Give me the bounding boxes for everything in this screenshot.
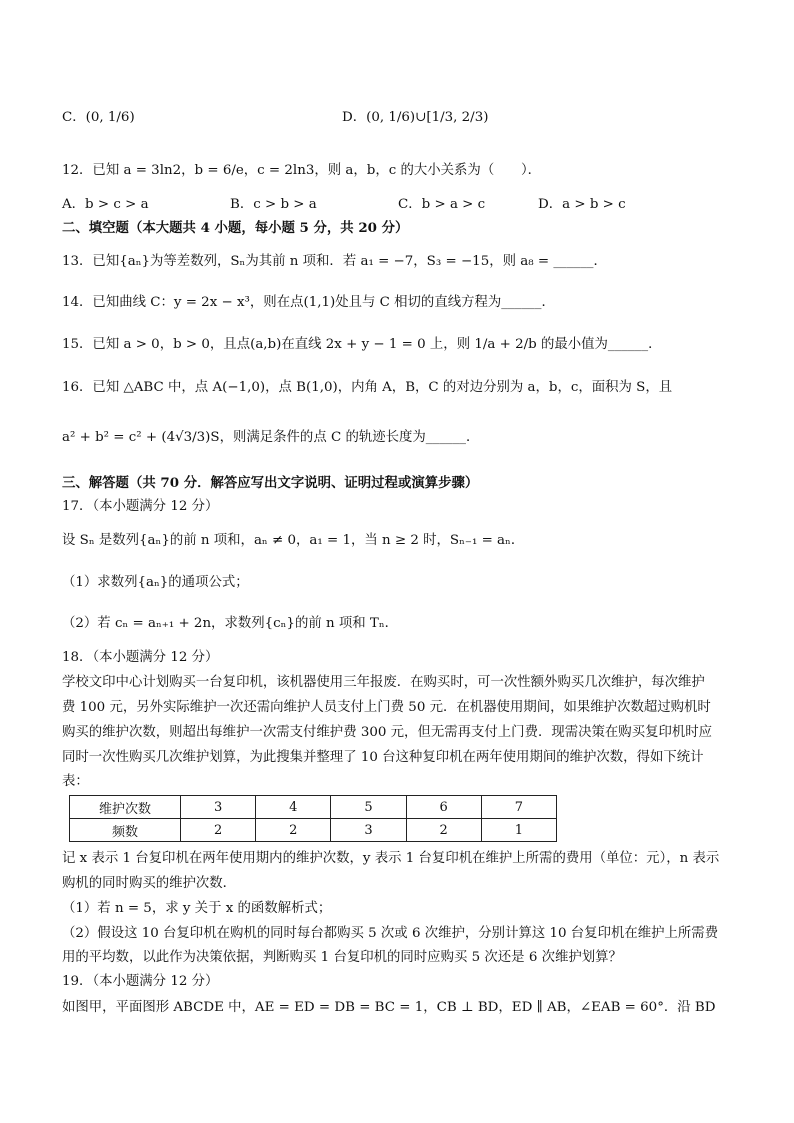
table-cell: 4 (256, 796, 331, 819)
question-17-part2: （2）若 cₙ = aₙ₊₁ + 2n，求数列{cₙ}的前 n 项和 Tₙ． (62, 616, 399, 631)
table-cell: 7 (481, 796, 556, 819)
question-15: 15．已知 a > 0，b > 0，且点(a,b)在直线 2x + y − 1 = 0 上，则 1/a + 2/b 的最小值为______． (62, 337, 662, 352)
question-18-para-line5: 表： (62, 774, 89, 789)
section-3-heading: 三、解答题（共 70 分．解答应写出文字说明、证明过程或演算步骤） (62, 475, 479, 491)
table-cell: 2 (181, 819, 256, 842)
q12-option-c: C．b > a > c (398, 197, 486, 212)
question-13: 13．已知{aₙ}为等差数列，Sₙ为其前 n 项和．若 a₁ = −7，S₃ = −15，则 a₈ = ______． (62, 254, 607, 269)
table-cell: 3 (181, 796, 256, 819)
table-cell: 3 (331, 819, 406, 842)
question-18-para-line4: 同时一次性购买几次维护划算，为此搜集并整理了 10 台这种复印机在两年使用期间的维护次数，得如下统计 (62, 750, 704, 765)
question-14: 14．已知曲线 C：y = 2x − x³，则在点(1,1)处且与 C 相切的直线方程为______． (62, 295, 555, 310)
question-18-note-line1: 记 x 表示 1 台复印机在两年使用期内的维护次数，y 表示 1 台复印机在维护上所需的费用（单位：元），n 表示 (62, 851, 720, 866)
table-cell: 1 (481, 819, 556, 842)
table-row (70, 819, 557, 842)
question-18-para-line3: 购买的维护次数，则超出每维护一次需支付维护费 300 元，但无需再支付上门费．现需决策在购买复印机时应 (62, 725, 713, 740)
table-cell: 频数 (70, 819, 181, 842)
table-cell: 5 (331, 796, 406, 819)
table-cell: 维护次数 (70, 796, 181, 819)
q12-option-b: B．c > b > a (230, 197, 317, 212)
question-18-part1: （1）若 n = 5，求 y 关于 x 的函数解析式； (62, 901, 332, 916)
question-12: 12．已知 a = 3ln2，b = 6/e，c = 2ln3，则 a，b，c 的大小关系为（ ）． (62, 163, 542, 178)
question-17-heading: 17．（本小题满分 12 分） (62, 499, 219, 514)
option-c-11: C．(0, 1/6) (62, 110, 135, 125)
q12-option-d: D．a > b > c (538, 197, 626, 212)
question-19-heading: 19．（本小题满分 12 分） (62, 974, 219, 989)
table-row (70, 796, 557, 819)
option-d-11: D．(0, 1/6)∪[1/3, 2/3) (342, 110, 489, 125)
question-18-note-line2: 购机的同时购买的维护次数． (62, 876, 237, 891)
question-18-heading: 18．（本小题满分 12 分） (62, 650, 219, 665)
question-18-part2-line2: 用的平均数，以此作为决策依据，判断购买 1 台复印机的同时应购买 5 次还是 6 次维护划算？ (62, 950, 622, 965)
q12-option-a: A．b > c > a (62, 197, 149, 212)
question-16-line2: a² + b² = c² + (4√3/3)S，则满足条件的点 C 的轨迹长度为______． (62, 430, 480, 445)
question-18-part2-line1: （2）假设这 10 台复印机在购机的同时每台都购买 5 次或 6 次维护，分别计算这 10 台复印机在维护上所需费 (62, 926, 719, 941)
table-cell: 6 (406, 796, 481, 819)
table-cell: 2 (256, 819, 331, 842)
maintenance-stat-table (69, 795, 557, 842)
question-18-para-line1: 学校文印中心计划购买一台复印机，该机器使用三年报废．在购买时，可一次性额外购买几次维护，每次维护 (62, 675, 705, 690)
question-18-para-line2: 费 100 元，另外实际维护一次还需向维护人员支付上门费 50 元．在机器使用期间，如果维护次数超过购机时 (62, 700, 711, 715)
question-17-stem: 设 Sₙ 是数列{aₙ}的前 n 项和，aₙ ≠ 0，a₁ = 1，当 n ≥ 2 时，Sₙ₋₁ = aₙ． (62, 533, 525, 548)
question-16-line1: 16．已知 △ABC 中，点 A(−1,0)，点 B(1,0)，内角 A，B，C 的对边分别为 a，b，c，面积为 S，且 (62, 380, 673, 395)
question-17-part1: （1）求数列{aₙ}的通项公式； (62, 575, 249, 590)
table-cell: 2 (406, 819, 481, 842)
section-2-heading: 二、填空题（本大题共 4 小题，每小题 5 分，共 20 分） (62, 220, 409, 236)
question-19-stem: 如图甲，平面图形 ABCDE 中，AE = ED = DB = BC = 1，CB ⊥ BD，ED ∥ AB，∠EAB = 60°．沿 BD (62, 1000, 716, 1015)
